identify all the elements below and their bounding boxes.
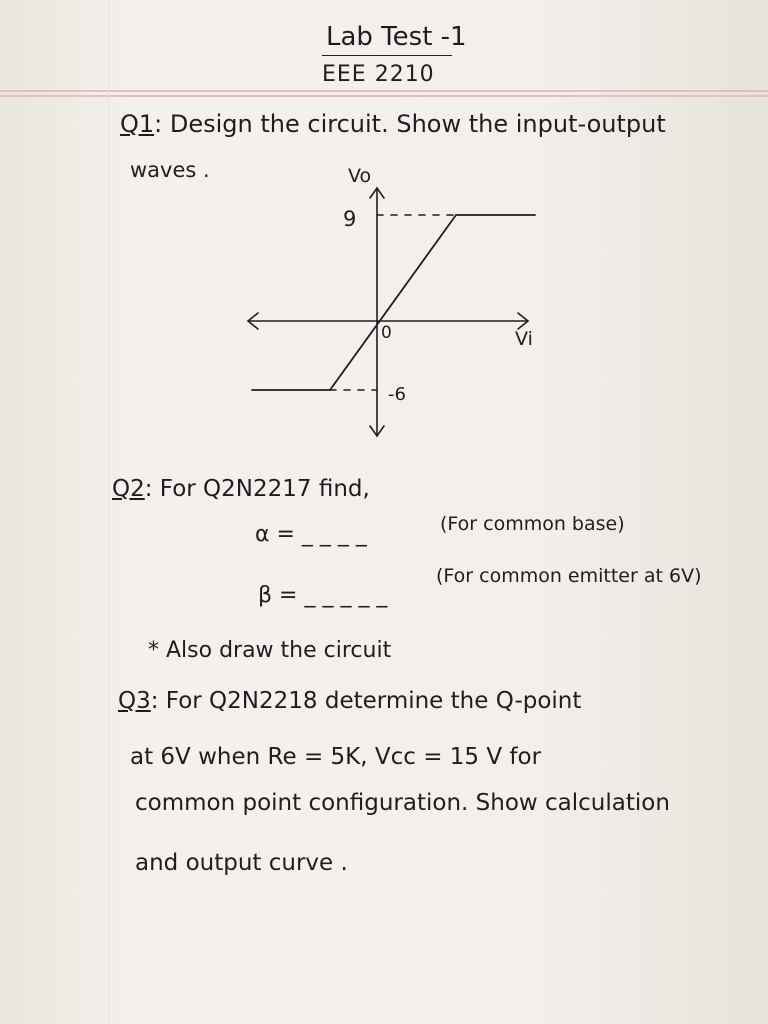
beta-note: (For common emitter at 6V)	[436, 565, 702, 587]
upper-level-label: 9	[343, 207, 357, 231]
lower-level-label: -6	[388, 384, 406, 405]
q3-line4: and output curve .	[135, 850, 348, 876]
origin-label: 0	[381, 323, 392, 343]
x-axis-label: Vi	[515, 328, 533, 350]
q3-line1	[118, 688, 581, 714]
q2-line1	[112, 476, 370, 502]
course-code: EEE 2210	[322, 62, 435, 87]
q3-text: : For Q2N2218 determine the Q-point	[150, 688, 582, 714]
q1-text: : Design the circuit. Show the input-output	[154, 110, 666, 138]
y-axis-label: Vo	[348, 165, 372, 187]
q2-text: : For Q2N2217 find,	[144, 476, 370, 502]
alpha-note: (For common base)	[440, 513, 625, 535]
q1-line2: waves .	[130, 158, 210, 182]
page-title: Lab Test -1	[326, 22, 467, 52]
q3-tag: Q3	[118, 688, 151, 714]
transfer-curve	[252, 215, 535, 390]
q3-line3: common point configuration. Show calculation	[135, 790, 670, 816]
q1-tag: Q1	[120, 110, 155, 138]
q2-tag: Q2	[112, 476, 145, 502]
q3-line2: at 6V when Re = 5K, Vcc = 15 V for	[130, 744, 542, 770]
also-note: * Also draw the circuit	[148, 638, 392, 663]
beta-line: β = _ _ _ _ _	[258, 583, 388, 608]
alpha-line: α = _ _ _ _	[255, 522, 367, 547]
